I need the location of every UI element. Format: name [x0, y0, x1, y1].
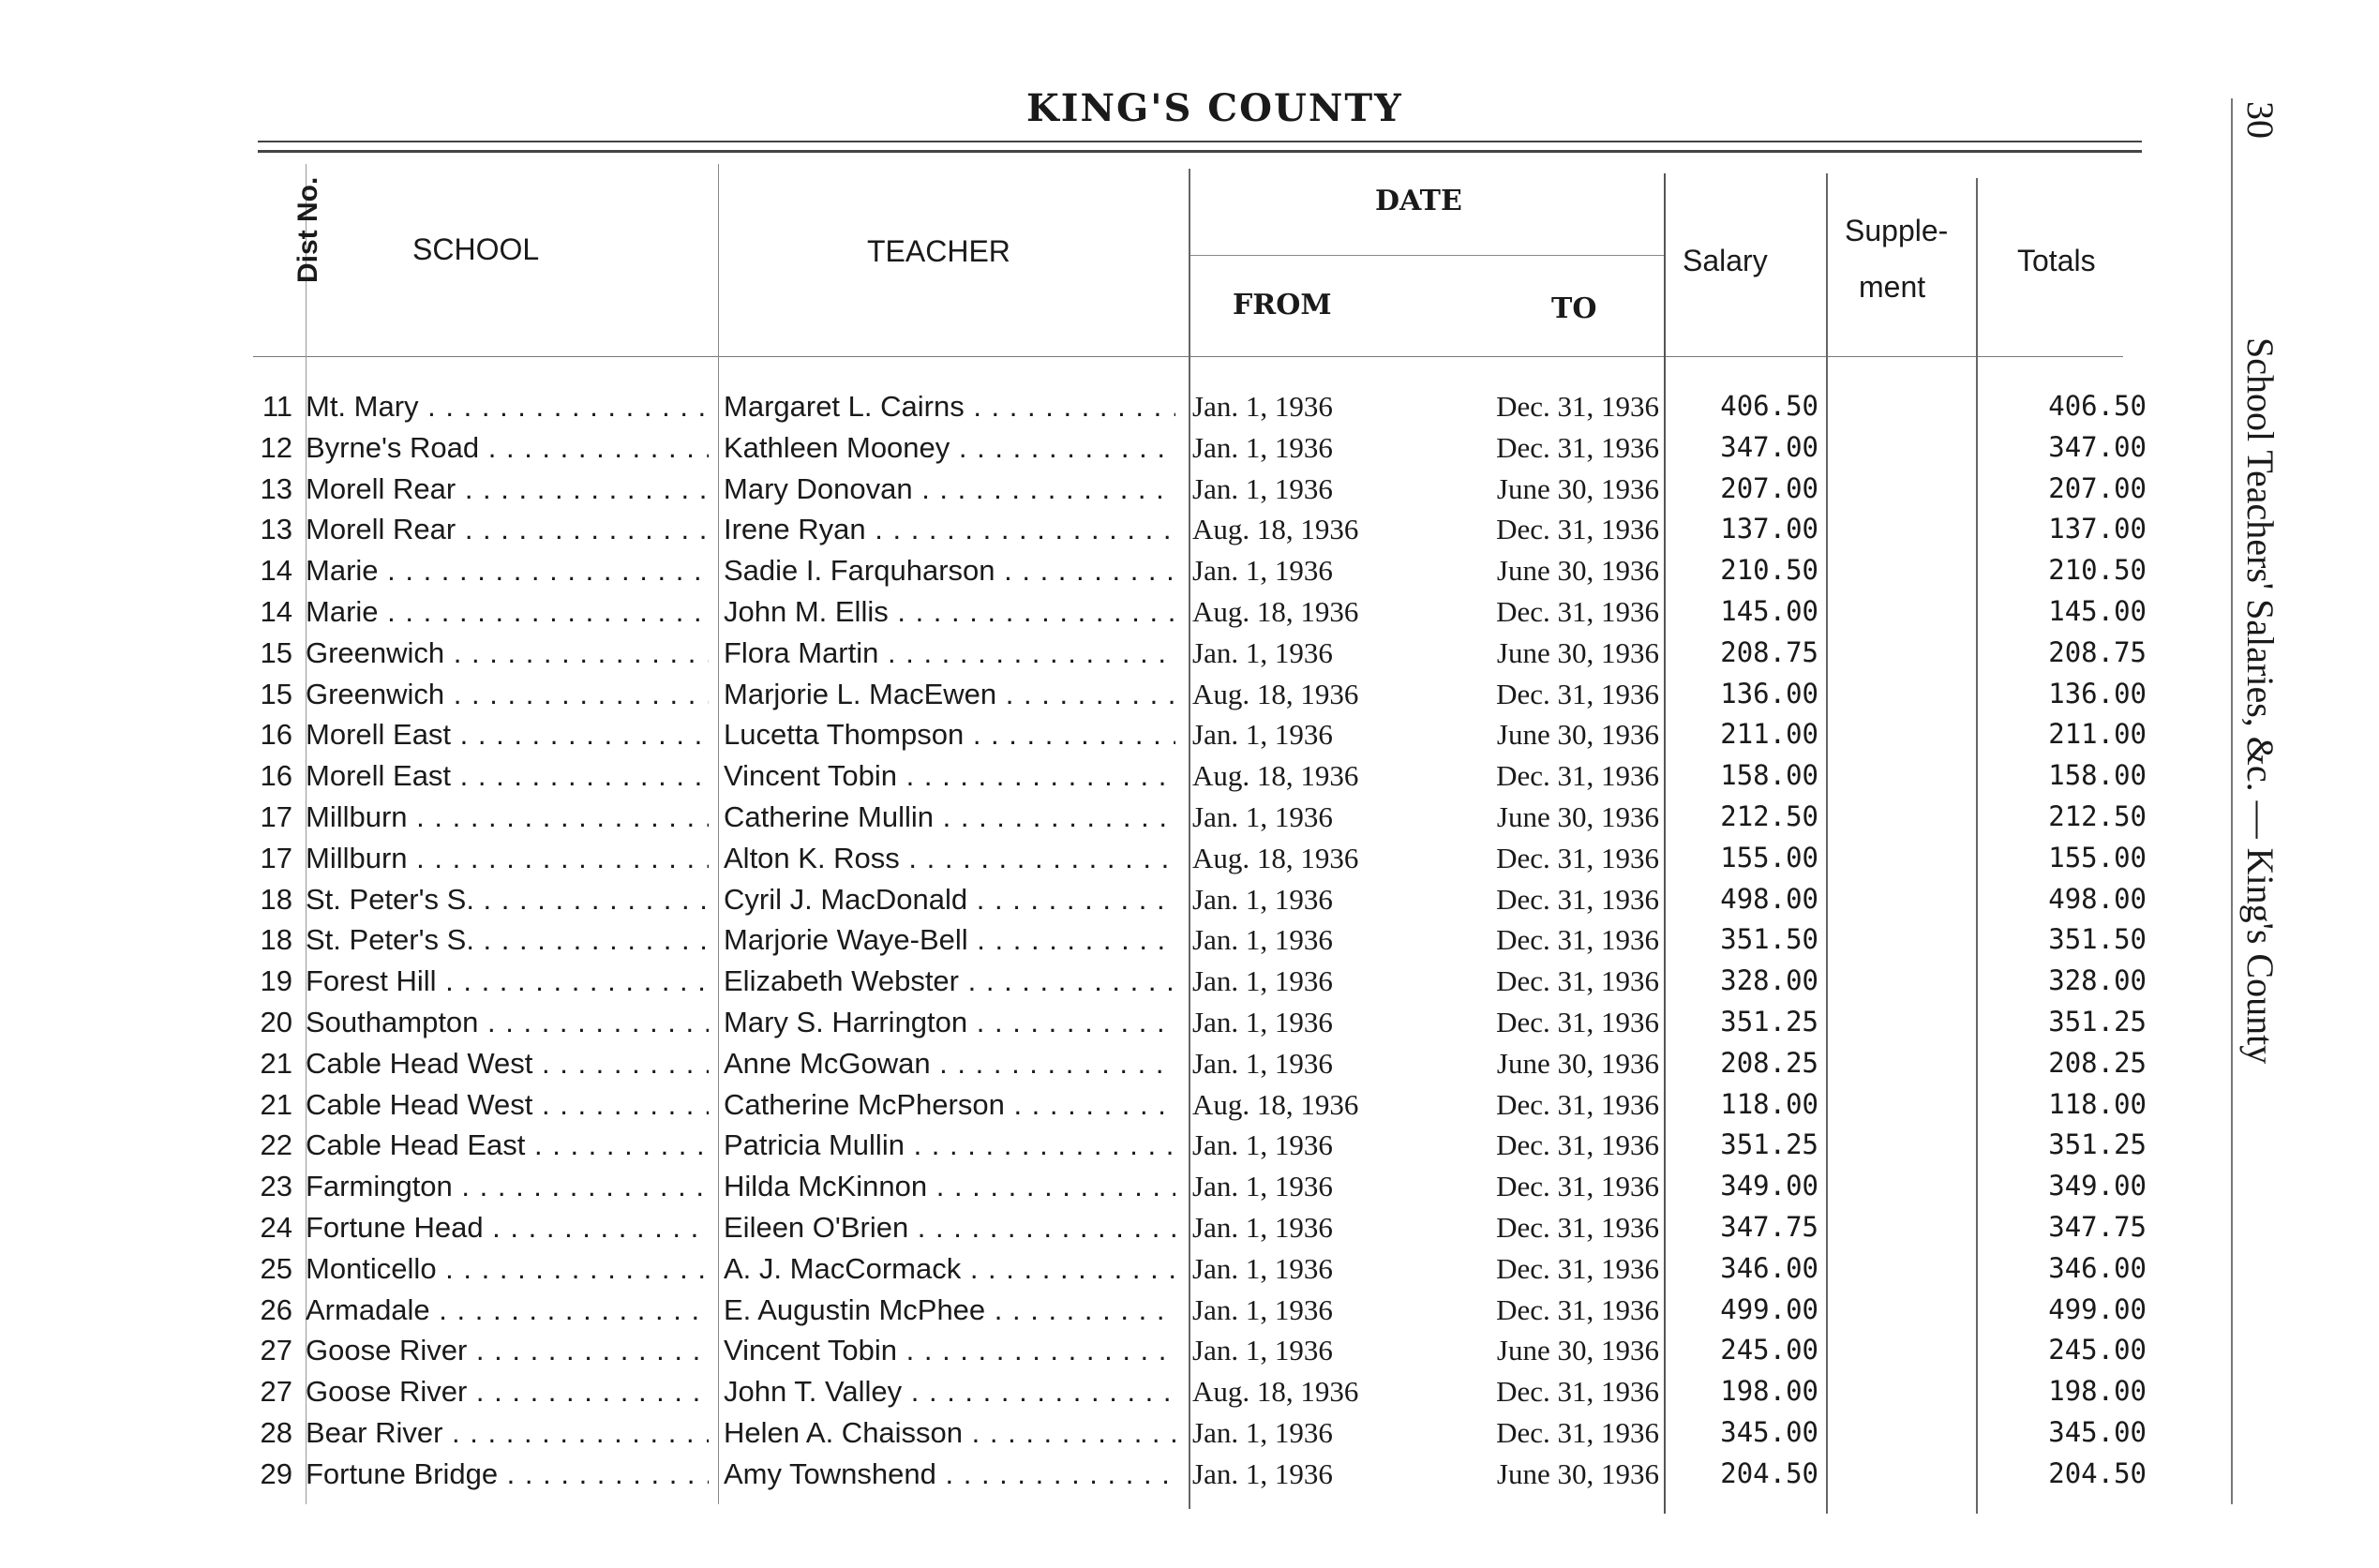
date-to: June 30, 1936 [1496, 718, 1659, 752]
teacher-name: Marjorie Waye-Bell . . . [724, 919, 1175, 961]
date-to: Dec. 31, 1936 [1496, 1170, 1659, 1203]
school-name: Mt. Mary . . . [306, 386, 709, 427]
total-value: 158.00 [2048, 759, 2147, 792]
table-row [0, 1166, 2379, 1207]
date-from: Aug. 18, 1936 [1192, 513, 1359, 546]
salary-value: 351.25 [1720, 1128, 1818, 1161]
school-name: Armadale . . . [306, 1290, 709, 1331]
teacher-name: Flora Martin . . . [724, 633, 1175, 674]
dist-number: 25 [260, 1251, 292, 1285]
salary-table-body [0, 386, 2379, 1495]
table-row [0, 633, 2379, 674]
date-to: Dec. 31, 1936 [1496, 1415, 1659, 1449]
teacher-name: Irene Ryan . . . [724, 509, 1175, 550]
teacher-name: Vincent Tobin . . . [724, 1330, 1175, 1371]
salary-value: 137.00 [1720, 513, 1818, 545]
school-name: Fortune Bridge . . . [306, 1454, 709, 1495]
date-to: June 30, 1936 [1496, 1046, 1659, 1080]
side-caption: School Teachers' Salaries, &c. — King's County [2239, 337, 2282, 1065]
date-from: Jan. 1, 1936 [1192, 882, 1333, 916]
date-to: June 30, 1936 [1496, 1456, 1659, 1490]
table-row [0, 509, 2379, 550]
total-value: 137.00 [2048, 513, 2147, 545]
salary-value: 208.25 [1720, 1046, 1818, 1079]
school-name: Morell East . . . [306, 714, 709, 755]
school-name: St. Peter's S. . . . [306, 919, 709, 961]
dist-number: 23 [260, 1170, 292, 1203]
date-from: Aug. 18, 1936 [1192, 1375, 1359, 1409]
teacher-name: Mary Donovan . . . [724, 469, 1175, 510]
date-to: June 30, 1936 [1496, 799, 1659, 833]
school-name: Cable Head West . . . [306, 1043, 709, 1084]
date-from: Jan. 1, 1936 [1192, 718, 1333, 752]
salary-value: 349.00 [1720, 1170, 1818, 1202]
dist-number: 12 [260, 430, 292, 464]
school-name: Farmington . . . [306, 1166, 709, 1207]
dist-number: 22 [260, 1128, 292, 1162]
date-from: Jan. 1, 1936 [1192, 1046, 1333, 1080]
salary-value: 498.00 [1720, 882, 1818, 915]
teacher-name: Alton K. Ross . . . [724, 838, 1175, 879]
table-row [0, 755, 2379, 797]
dist-number: 16 [260, 759, 292, 793]
table-row [0, 386, 2379, 427]
top-rule [258, 141, 2142, 142]
dist-number: 11 [262, 390, 292, 423]
dist-number: 13 [260, 471, 292, 505]
date-from: Jan. 1, 1936 [1192, 390, 1333, 423]
teacher-name: Elizabeth Webster . . . [724, 961, 1175, 1002]
salary-value: 245.00 [1720, 1334, 1818, 1366]
dist-number: 17 [260, 841, 292, 874]
date-from: Jan. 1, 1936 [1192, 1415, 1333, 1449]
teacher-name: Catherine McPherson . . . [724, 1084, 1175, 1126]
table-row [0, 919, 2379, 961]
total-value: 198.00 [2048, 1375, 2147, 1408]
table-row [0, 1371, 2379, 1412]
date-to: Dec. 31, 1936 [1496, 1251, 1659, 1285]
table-row [0, 1084, 2379, 1126]
teacher-name: E. Augustin McPhee . . . [724, 1290, 1175, 1331]
school-name: Marie . . . [306, 550, 709, 591]
table-row [0, 1002, 2379, 1043]
teacher-name: Patricia Mullin . . . [724, 1125, 1175, 1166]
table-row [0, 469, 2379, 510]
teacher-name: Mary S. Harrington . . . [724, 1002, 1175, 1043]
date-from: Aug. 18, 1936 [1192, 841, 1359, 874]
page-title: KING'S COUNTY [1026, 86, 1403, 130]
table-row [0, 714, 2379, 755]
teacher-name: A. J. MacCormack . . . [724, 1248, 1175, 1290]
date-from: Jan. 1, 1936 [1192, 1456, 1333, 1490]
dist-number: 15 [260, 635, 292, 669]
school-name: Morell Rear . . . [306, 469, 709, 510]
salary-value: 346.00 [1720, 1251, 1818, 1284]
total-value: 208.25 [2048, 1046, 2147, 1079]
school-name: Goose River . . . [306, 1371, 709, 1412]
total-value: 498.00 [2048, 882, 2147, 915]
total-value: 245.00 [2048, 1334, 2147, 1366]
teacher-name: Kathleen Mooney . . . [724, 427, 1175, 469]
salary-value: 406.50 [1720, 390, 1818, 422]
salary-value: 499.00 [1720, 1292, 1818, 1325]
teacher-name: Vincent Tobin . . . [724, 755, 1175, 797]
teacher-name: Eileen O'Brien . . . [724, 1207, 1175, 1248]
date-divider [1190, 255, 1664, 256]
date-from: Jan. 1, 1936 [1192, 923, 1333, 957]
salary-value: 204.50 [1720, 1456, 1818, 1489]
table-row [0, 1454, 2379, 1495]
date-to: Dec. 31, 1936 [1496, 1375, 1659, 1409]
date-from: Aug. 18, 1936 [1192, 1087, 1359, 1121]
salary-value: 347.00 [1720, 430, 1818, 463]
dist-number: 29 [260, 1456, 292, 1490]
school-name: Marie . . . [306, 591, 709, 633]
date-to: Dec. 31, 1936 [1496, 594, 1659, 628]
salary-value: 328.00 [1720, 964, 1818, 997]
salary-value: 208.75 [1720, 635, 1818, 668]
table-row [0, 427, 2379, 469]
total-value: 145.00 [2048, 594, 2147, 627]
salary-value: 211.00 [1720, 718, 1818, 751]
date-to: June 30, 1936 [1496, 635, 1659, 669]
date-header: DATE [1375, 185, 1462, 217]
salary-value: 345.00 [1720, 1415, 1818, 1448]
school-name: Cable Head West . . . [306, 1084, 709, 1126]
dist-number: 20 [260, 1005, 292, 1038]
table-row [0, 838, 2379, 879]
teacher-name: Margaret L. Cairns . . . [724, 386, 1175, 427]
total-value: 351.25 [2048, 1128, 2147, 1161]
total-value: 328.00 [2048, 964, 2147, 997]
date-from: Jan. 1, 1936 [1192, 554, 1333, 588]
date-from: Aug. 18, 1936 [1192, 594, 1359, 628]
total-value: 406.50 [2048, 390, 2147, 422]
date-to: Dec. 31, 1936 [1496, 1210, 1659, 1244]
date-to: Dec. 31, 1936 [1496, 759, 1659, 793]
top-rule-2 [258, 150, 2142, 153]
date-from: Jan. 1, 1936 [1192, 430, 1333, 464]
date-to: June 30, 1936 [1496, 471, 1659, 505]
teacher-name: Amy Townshend . . . [724, 1454, 1175, 1495]
dist-number: 21 [260, 1046, 292, 1080]
date-from: Aug. 18, 1936 [1192, 677, 1359, 710]
dist-number: 14 [260, 554, 292, 588]
date-from: Jan. 1, 1936 [1192, 471, 1333, 505]
school-name: Forest Hill . . . [306, 961, 709, 1002]
dist-number: 17 [260, 799, 292, 833]
date-to: Dec. 31, 1936 [1496, 923, 1659, 957]
table-row [0, 797, 2379, 838]
total-value: 351.50 [2048, 923, 2147, 956]
school-name: Byrne's Road . . . [306, 427, 709, 469]
page-number: 30 [2239, 101, 2282, 139]
date-from: Jan. 1, 1936 [1192, 1005, 1333, 1038]
total-value: 347.00 [2048, 430, 2147, 463]
table-row [0, 1290, 2379, 1331]
total-value: 349.00 [2048, 1170, 2147, 1202]
salary-value: 118.00 [1720, 1087, 1818, 1120]
totals-header: Totals [2017, 244, 2096, 277]
teacher-name: Marjorie L. MacEwen . . . [724, 674, 1175, 715]
total-value: 212.50 [2048, 799, 2147, 832]
school-name: Millburn . . . [306, 838, 709, 879]
dist-number: 28 [260, 1415, 292, 1449]
school-name: Bear River . . . [306, 1412, 709, 1454]
table-row [0, 1207, 2379, 1248]
dist-number: 26 [260, 1292, 292, 1326]
teacher-name: Hilda McKinnon . . . [724, 1166, 1175, 1207]
date-to: June 30, 1936 [1496, 1334, 1659, 1367]
dist-number: 13 [260, 513, 292, 546]
teacher-name: Catherine Mullin . . . [724, 797, 1175, 838]
salary-header: Salary [1683, 244, 1768, 277]
date-to: Dec. 31, 1936 [1496, 677, 1659, 710]
date-from: Jan. 1, 1936 [1192, 1334, 1333, 1367]
date-to: Dec. 31, 1936 [1496, 513, 1659, 546]
teacher-name: Anne McGowan . . . [724, 1043, 1175, 1084]
dist-number: 14 [260, 594, 292, 628]
school-name: Greenwich . . . [306, 633, 709, 674]
table-row [0, 1248, 2379, 1290]
total-value: 347.75 [2048, 1210, 2147, 1243]
salary-value: 145.00 [1720, 594, 1818, 627]
date-to: Dec. 31, 1936 [1496, 964, 1659, 998]
school-name: Cable Head East . . . [306, 1125, 709, 1166]
from-header: FROM [1233, 289, 1332, 321]
dist-no-header: Dist No. [292, 176, 323, 283]
teacher-header: TEACHER [867, 234, 1010, 268]
dist-number: 15 [260, 677, 292, 710]
total-value: 351.25 [2048, 1005, 2147, 1038]
school-name: Goose River . . . [306, 1330, 709, 1371]
date-from: Jan. 1, 1936 [1192, 964, 1333, 998]
salary-value: 155.00 [1720, 841, 1818, 874]
total-value: 211.00 [2048, 718, 2147, 751]
dist-number: 27 [260, 1375, 292, 1409]
school-header: SCHOOL [412, 232, 540, 266]
dist-number: 18 [260, 923, 292, 957]
school-name: Fortune Head . . . [306, 1207, 709, 1248]
dist-number: 16 [260, 718, 292, 752]
salary-value: 210.50 [1720, 554, 1818, 587]
salary-value: 351.50 [1720, 923, 1818, 956]
school-name: Morell East . . . [306, 755, 709, 797]
dist-number: 18 [260, 882, 292, 916]
date-to: Dec. 31, 1936 [1496, 1128, 1659, 1162]
dist-number: 19 [260, 964, 292, 998]
salary-value: 351.25 [1720, 1005, 1818, 1038]
dist-number: 24 [260, 1210, 292, 1244]
total-value: 345.00 [2048, 1415, 2147, 1448]
total-value: 204.50 [2048, 1456, 2147, 1489]
total-value: 499.00 [2048, 1292, 2147, 1325]
school-name: Morell Rear . . . [306, 509, 709, 550]
date-to: Dec. 31, 1936 [1496, 390, 1659, 423]
teacher-name: Cyril J. MacDonald . . . [724, 879, 1175, 920]
date-to: Dec. 31, 1936 [1496, 1087, 1659, 1121]
table-row [0, 674, 2379, 715]
table-row [0, 1330, 2379, 1371]
salary-value: 136.00 [1720, 677, 1818, 709]
date-from: Jan. 1, 1936 [1192, 1170, 1333, 1203]
date-from: Aug. 18, 1936 [1192, 759, 1359, 793]
total-value: 210.50 [2048, 554, 2147, 587]
supplement-header-line1: Supple- [1845, 214, 1949, 247]
salary-value: 347.75 [1720, 1210, 1818, 1243]
teacher-name: Sadie I. Farquharson . . . [724, 550, 1175, 591]
date-from: Jan. 1, 1936 [1192, 799, 1333, 833]
school-name: St. Peter's S. . . . [306, 879, 709, 920]
total-value: 155.00 [2048, 841, 2147, 874]
teacher-name: John T. Valley . . . [724, 1371, 1175, 1412]
salary-value: 158.00 [1720, 759, 1818, 792]
school-name: Greenwich . . . [306, 674, 709, 715]
date-to: Dec. 31, 1936 [1496, 1292, 1659, 1326]
date-from: Jan. 1, 1936 [1192, 1251, 1333, 1285]
teacher-name: Helen A. Chaisson . . . [724, 1412, 1175, 1454]
school-name: Monticello . . . [306, 1248, 709, 1290]
table-row [0, 1043, 2379, 1084]
total-value: 208.75 [2048, 635, 2147, 668]
school-name: Millburn . . . [306, 797, 709, 838]
table-row [0, 961, 2379, 1002]
date-from: Jan. 1, 1936 [1192, 635, 1333, 669]
school-name: Southampton . . . [306, 1002, 709, 1043]
teacher-name: Lucetta Thompson . . . [724, 714, 1175, 755]
date-from: Jan. 1, 1936 [1192, 1210, 1333, 1244]
dist-number: 27 [260, 1334, 292, 1367]
salary-value: 212.50 [1720, 799, 1818, 832]
date-to: June 30, 1936 [1496, 554, 1659, 588]
table-row [0, 1412, 2379, 1454]
date-to: Dec. 31, 1936 [1496, 430, 1659, 464]
supplement-header-line2: ment [1859, 270, 1926, 304]
total-value: 346.00 [2048, 1251, 2147, 1284]
date-to: Dec. 31, 1936 [1496, 882, 1659, 916]
date-to: Dec. 31, 1936 [1496, 1005, 1659, 1038]
salary-value: 207.00 [1720, 471, 1818, 504]
date-to: Dec. 31, 1936 [1496, 841, 1659, 874]
table-row [0, 879, 2379, 920]
table-row [0, 1125, 2379, 1166]
teacher-name: John M. Ellis . . . [724, 591, 1175, 633]
to-header: TO [1551, 292, 1597, 325]
date-from: Jan. 1, 1936 [1192, 1292, 1333, 1326]
date-from: Jan. 1, 1936 [1192, 1128, 1333, 1162]
table-row [0, 550, 2379, 591]
table-row [0, 591, 2379, 633]
dist-number: 21 [260, 1087, 292, 1121]
total-value: 118.00 [2048, 1087, 2147, 1120]
total-value: 207.00 [2048, 471, 2147, 504]
total-value: 136.00 [2048, 677, 2147, 709]
salary-value: 198.00 [1720, 1375, 1818, 1408]
